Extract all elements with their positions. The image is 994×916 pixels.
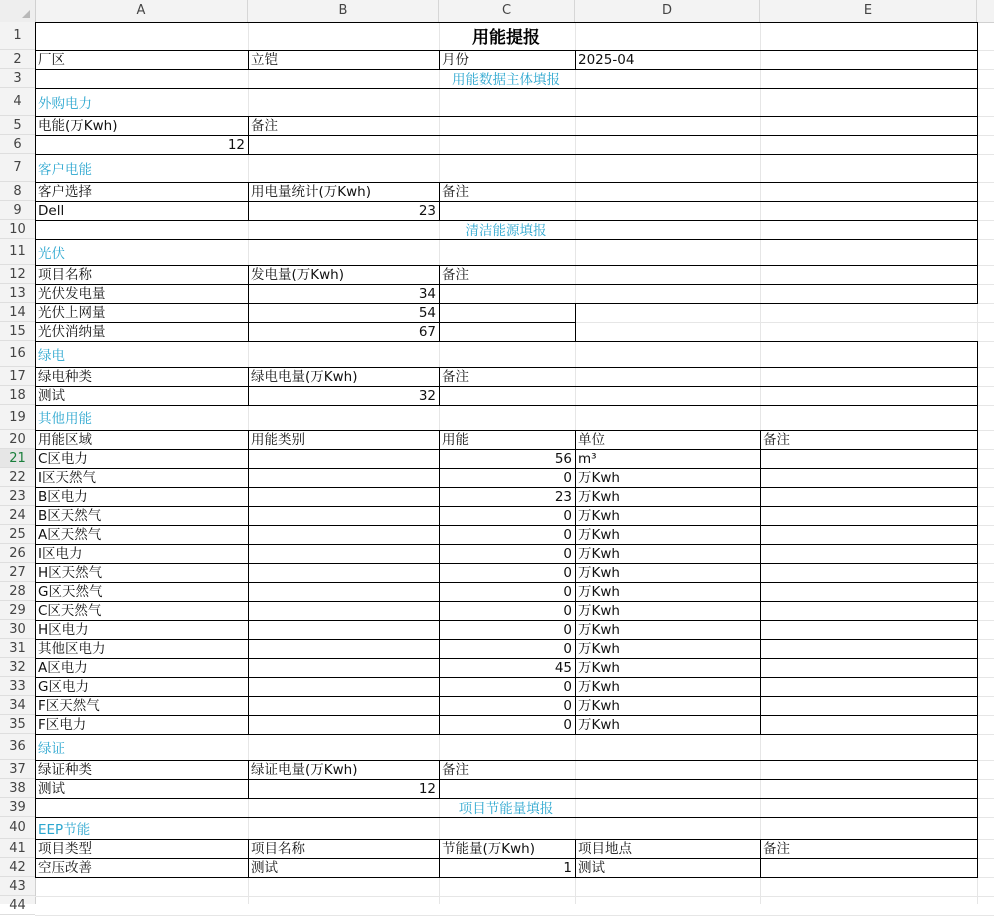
other-row-value[interactable]: 0 (563, 641, 572, 657)
cell-border (35, 341, 978, 342)
other-row-area[interactable]: 其他区电力 (38, 641, 106, 657)
cell-border (35, 220, 978, 221)
green-cert-amount-header[interactable]: 绿证电量(万Kwh) (251, 762, 358, 778)
row-header[interactable]: 37 (0, 760, 35, 779)
cell-border (35, 839, 978, 840)
cell-border (439, 303, 440, 341)
eep-title[interactable]: EEP节能 (38, 821, 91, 838)
cell-border (35, 601, 978, 602)
customer-value[interactable]: Dell (38, 203, 65, 219)
green-cert-title[interactable]: 绿证 (38, 740, 65, 757)
green-cert-value[interactable]: 12 (418, 781, 436, 797)
plant-label[interactable]: 厂区 (38, 52, 65, 68)
row-header[interactable]: 23 (0, 487, 35, 506)
cell-border (35, 69, 36, 88)
customer-header[interactable]: 客户选择 (38, 184, 92, 200)
other-row-unit[interactable]: 万Kwh (578, 698, 620, 714)
other-row-area[interactable]: C区天然气 (38, 603, 102, 619)
other-row-area[interactable]: I区电力 (38, 546, 83, 562)
cell-border (35, 798, 36, 817)
row-header[interactable]: 16 (0, 341, 35, 367)
pv-row-name[interactable]: 光伏发电量 (38, 286, 106, 302)
cell-border (977, 341, 978, 367)
eep-location-header[interactable]: 项目地点 (578, 841, 632, 857)
eep-location[interactable]: 测试 (578, 860, 605, 876)
cell-border (575, 430, 576, 734)
cell-border (35, 658, 978, 659)
cell-border (35, 405, 978, 406)
other-row-area[interactable]: F区天然气 (38, 698, 100, 714)
other-row-unit[interactable]: 万Kwh (578, 603, 620, 619)
cell-border (35, 544, 978, 545)
green-power-note-header[interactable]: 备注 (442, 369, 469, 385)
cell-border (35, 582, 978, 583)
row-header[interactable]: 28 (0, 582, 35, 601)
cell-border (35, 430, 978, 431)
green-power-value[interactable]: 32 (418, 388, 436, 404)
cell-border (35, 50, 36, 69)
green-power-amount-header[interactable]: 绿电电量(万Kwh) (251, 369, 358, 385)
eep-type-header[interactable]: 项目类型 (38, 841, 92, 857)
cell-border (35, 88, 978, 89)
section-main-title[interactable]: 用能数据主体填报 (452, 72, 560, 88)
row-header[interactable]: 24 (0, 506, 35, 525)
other-area-header[interactable]: 用能区域 (38, 432, 92, 448)
cell-border (35, 22, 36, 50)
select-all-icon (22, 10, 30, 18)
cell-border (248, 265, 249, 303)
other-row-value[interactable]: 0 (563, 717, 572, 733)
cell-border (35, 639, 978, 640)
other-row-unit[interactable]: 万Kwh (578, 641, 620, 657)
cell-border (248, 367, 249, 405)
cell-border (977, 88, 978, 116)
purchased-power-energy-header[interactable]: 电能(万Kwh) (38, 118, 118, 134)
gridline (35, 896, 994, 897)
other-row-area[interactable]: G区天然气 (38, 584, 103, 600)
cell-border (439, 760, 440, 798)
other-row-value[interactable]: 0 (563, 603, 572, 619)
green-power-title[interactable]: 绿电 (38, 347, 65, 364)
row-header[interactable]: 4 (0, 88, 35, 116)
cell-border (977, 798, 978, 817)
cell-border (248, 116, 249, 154)
cell-border (439, 430, 440, 734)
eep-name-header[interactable]: 项目名称 (251, 841, 305, 857)
cell-border (35, 201, 978, 202)
cell-border (35, 449, 978, 450)
cell-border (977, 367, 978, 405)
other-row-unit[interactable]: 万Kwh (578, 470, 620, 486)
cell-border (439, 50, 440, 69)
other-row-unit[interactable]: 万Kwh (578, 527, 620, 543)
cell-border (35, 677, 978, 678)
eep-saving-header[interactable]: 节能量(万Kwh) (442, 841, 535, 857)
other-unit-header[interactable]: 单位 (578, 432, 605, 448)
cell-border (248, 760, 249, 798)
eep-saving-value[interactable]: 1 (563, 860, 572, 876)
cell-border (248, 182, 249, 220)
cell-border (35, 858, 978, 859)
pv-gen-header[interactable]: 发电量(万Kwh) (251, 267, 344, 283)
cell-border (35, 322, 576, 323)
other-category-header[interactable]: 用能类别 (251, 432, 305, 448)
row-header[interactable]: 29 (0, 601, 35, 620)
other-row-area[interactable]: G区电力 (38, 679, 89, 695)
cell-border (35, 760, 36, 798)
cell-border (35, 116, 36, 154)
cell-border (35, 525, 978, 526)
cell-border (35, 715, 978, 716)
cell-border (248, 50, 249, 69)
other-row-area[interactable]: B区电力 (38, 489, 88, 505)
cell-border (760, 839, 761, 877)
row-header[interactable]: 21 (0, 449, 35, 468)
row-header[interactable]: 27 (0, 563, 35, 582)
row-header[interactable]: 12 (0, 265, 35, 284)
cell-border (35, 50, 978, 51)
cell-border (977, 239, 978, 265)
other-row-unit[interactable]: m³ (578, 451, 597, 467)
other-row-unit[interactable]: 万Kwh (578, 546, 620, 562)
row-header[interactable]: 22 (0, 468, 35, 487)
row-header[interactable]: 43 (0, 877, 35, 896)
section-clean-title[interactable]: 清洁能源填报 (465, 223, 547, 239)
row-header[interactable]: 25 (0, 525, 35, 544)
green-cert-note-header[interactable]: 备注 (442, 762, 469, 778)
other-row-unit[interactable]: 万Kwh (578, 565, 620, 581)
other-row-value[interactable]: 0 (563, 698, 572, 714)
row-header[interactable]: 10 (0, 220, 35, 239)
green-cert-type-header[interactable]: 绿证种类 (38, 762, 92, 778)
other-row-area[interactable]: I区天然气 (38, 470, 96, 486)
customer-power-title[interactable]: 客户电能 (38, 161, 92, 178)
column-header-b[interactable]: B (248, 0, 439, 22)
pv-note-header[interactable]: 备注 (442, 267, 469, 283)
row-header[interactable]: 32 (0, 658, 35, 677)
row-header[interactable]: 6 (0, 135, 35, 154)
row-header[interactable]: 35 (0, 715, 35, 734)
row-header[interactable]: 2 (0, 50, 35, 69)
cell-border (977, 265, 978, 303)
row-header[interactable]: 38 (0, 779, 35, 798)
sheet-title[interactable]: 用能提报 (472, 28, 540, 48)
cell-border (977, 430, 978, 734)
cell-border (35, 734, 978, 735)
other-row-unit[interactable]: 万Kwh (578, 622, 620, 638)
row-header-bar (0, 22, 36, 913)
other-row-value[interactable]: 0 (563, 527, 572, 543)
cell-border (977, 154, 978, 182)
cell-border (35, 760, 978, 761)
other-row-value[interactable]: 0 (563, 622, 572, 638)
column-header-e[interactable]: E (760, 0, 977, 22)
cell-border (35, 69, 978, 70)
section-saving-title[interactable]: 项目节能量填报 (458, 801, 554, 817)
other-row-value[interactable]: 0 (563, 546, 572, 562)
row-header[interactable]: 15 (0, 322, 35, 341)
green-power-type[interactable]: 测试 (38, 388, 65, 404)
cell-border (35, 405, 36, 430)
green-cert-type[interactable]: 测试 (38, 781, 65, 797)
cell-border (760, 430, 761, 734)
purchased-power-note-header[interactable]: 备注 (251, 118, 278, 134)
cell-border (35, 135, 978, 136)
cell-border (977, 760, 978, 798)
purchased-power-value[interactable]: 12 (227, 137, 245, 153)
cell-border (35, 367, 978, 368)
purchased-power-title[interactable]: 外购电力 (38, 95, 92, 112)
cell-border (35, 88, 36, 116)
other-row-area[interactable]: H区电力 (38, 622, 89, 638)
row-header[interactable]: 42 (0, 858, 35, 877)
cell-border (248, 303, 249, 341)
plant-value[interactable]: 立铠 (251, 52, 278, 68)
cell-border (35, 817, 978, 818)
cell-border (35, 303, 576, 304)
other-row-value[interactable]: 0 (563, 470, 572, 486)
eep-name[interactable]: 测试 (251, 860, 278, 876)
cell-border (35, 154, 978, 155)
other-energy-title[interactable]: 其他用能 (38, 411, 92, 427)
cell-border (575, 839, 576, 877)
row-header[interactable]: 17 (0, 367, 35, 386)
cell-border (35, 734, 36, 760)
other-row-value[interactable]: 45 (554, 660, 572, 676)
customer-note-header[interactable]: 备注 (442, 184, 469, 200)
customer-stat-header[interactable]: 用电量统计(万Kwh) (251, 184, 371, 200)
pv-title[interactable]: 光伏 (38, 245, 65, 262)
cell-border (35, 620, 978, 621)
cell-border (248, 430, 249, 734)
row-header[interactable]: 40 (0, 817, 35, 839)
other-row-area[interactable]: C区电力 (38, 451, 88, 467)
row-header[interactable]: 20 (0, 430, 35, 449)
row-header[interactable]: 1 (0, 22, 35, 50)
other-row-value[interactable]: 23 (554, 489, 572, 505)
cell-border (35, 265, 978, 266)
other-row-value[interactable]: 0 (563, 584, 572, 600)
other-row-unit[interactable]: 万Kwh (578, 584, 620, 600)
cell-border (977, 734, 978, 760)
cell-border (35, 877, 978, 878)
cell-border (35, 367, 36, 405)
cell-border (977, 220, 978, 239)
cell-border (439, 839, 440, 877)
other-row-value[interactable]: 56 (554, 451, 572, 467)
cell-border (35, 798, 978, 799)
pv-row-name[interactable]: 光伏消纳量 (38, 324, 106, 340)
row-header[interactable]: 3 (0, 69, 35, 88)
cell-border (35, 817, 36, 839)
other-row-value[interactable]: 0 (563, 565, 572, 581)
cell-border (977, 22, 978, 50)
row-header[interactable]: 33 (0, 677, 35, 696)
green-power-type-header[interactable]: 绿电种类 (38, 369, 92, 385)
row-header[interactable]: 44 (0, 896, 35, 915)
cell-border (977, 116, 978, 154)
other-row-value[interactable]: 0 (563, 679, 572, 695)
cell-border (439, 367, 440, 405)
other-row-value[interactable]: 0 (563, 508, 572, 524)
cell-border (35, 563, 978, 564)
row-header[interactable]: 19 (0, 405, 35, 430)
cell-border (35, 116, 978, 117)
other-energy-header[interactable]: 用能 (442, 432, 469, 448)
cell-border (35, 696, 978, 697)
pv-row-name[interactable]: 光伏上网量 (38, 305, 106, 321)
row-header[interactable]: 26 (0, 544, 35, 563)
cell-border (35, 341, 36, 367)
cell-border (977, 405, 978, 430)
row-header[interactable]: 30 (0, 620, 35, 639)
cell-border (977, 50, 978, 69)
other-row-unit[interactable]: 万Kwh (578, 717, 620, 733)
row-header[interactable]: 39 (0, 798, 35, 817)
column-header-c[interactable]: C (439, 0, 575, 22)
month-value[interactable]: 2025-04 (578, 52, 635, 68)
cell-border (35, 839, 36, 877)
cell-border (977, 69, 978, 88)
other-row-unit[interactable]: 万Kwh (578, 660, 620, 676)
other-row-area[interactable]: A区电力 (38, 660, 88, 676)
other-row-unit[interactable]: 万Kwh (578, 679, 620, 695)
cell-border (35, 154, 36, 182)
other-row-area[interactable]: F区电力 (38, 717, 87, 733)
column-header-a[interactable]: A (35, 0, 248, 22)
cell-border (977, 182, 978, 220)
row-header[interactable]: 9 (0, 201, 35, 220)
cell-border (575, 50, 576, 69)
cell-border (35, 779, 978, 780)
cell-border (35, 22, 978, 23)
eep-type[interactable]: 空压改善 (38, 860, 92, 876)
cell-border (35, 182, 978, 183)
cell-border (35, 265, 36, 303)
row-header[interactable]: 41 (0, 839, 35, 858)
cell-border (439, 182, 440, 220)
other-row-area[interactable]: A区天然气 (38, 527, 102, 543)
pv-row-value[interactable]: 54 (418, 305, 436, 321)
eep-note-header[interactable]: 备注 (763, 841, 790, 857)
cell-border (35, 182, 36, 220)
cell-border (35, 284, 978, 285)
column-header-d[interactable]: D (575, 0, 760, 22)
cell-border (575, 303, 576, 341)
row-header[interactable]: 5 (0, 116, 35, 135)
cell-border (35, 303, 36, 341)
cell-border (977, 839, 978, 877)
other-row-area[interactable]: B区天然气 (38, 508, 102, 524)
column-header-bar (0, 0, 994, 23)
other-row-area[interactable]: H区天然气 (38, 565, 103, 581)
customer-power-value[interactable]: 23 (418, 203, 436, 219)
cell-border (977, 817, 978, 839)
pv-row-value[interactable]: 67 (418, 324, 436, 340)
cell-border (35, 220, 36, 239)
cell-border (35, 239, 978, 240)
row-header[interactable]: 7 (0, 154, 35, 182)
cell-border (35, 430, 36, 734)
row-header[interactable]: 31 (0, 639, 35, 658)
row-header[interactable]: 13 (0, 284, 35, 303)
pv-name-header[interactable]: 项目名称 (38, 267, 92, 283)
other-row-unit[interactable]: 万Kwh (578, 489, 620, 505)
month-label[interactable]: 月份 (442, 52, 469, 68)
cell-border (35, 506, 978, 507)
other-note-header[interactable]: 备注 (763, 432, 790, 448)
other-row-unit[interactable]: 万Kwh (578, 508, 620, 524)
cell-border (439, 265, 440, 303)
row-header[interactable]: 18 (0, 386, 35, 405)
select-all-corner[interactable] (0, 0, 36, 22)
row-header[interactable]: 11 (0, 239, 35, 265)
row-header[interactable]: 14 (0, 303, 35, 322)
cell-border (35, 487, 978, 488)
cell-border (35, 386, 978, 387)
row-header[interactable]: 36 (0, 734, 35, 760)
row-header[interactable]: 34 (0, 696, 35, 715)
cell-border (248, 839, 249, 877)
cell-border (35, 239, 36, 265)
row-header[interactable]: 8 (0, 182, 35, 201)
pv-row-value[interactable]: 34 (418, 286, 436, 302)
cell-border (35, 468, 978, 469)
